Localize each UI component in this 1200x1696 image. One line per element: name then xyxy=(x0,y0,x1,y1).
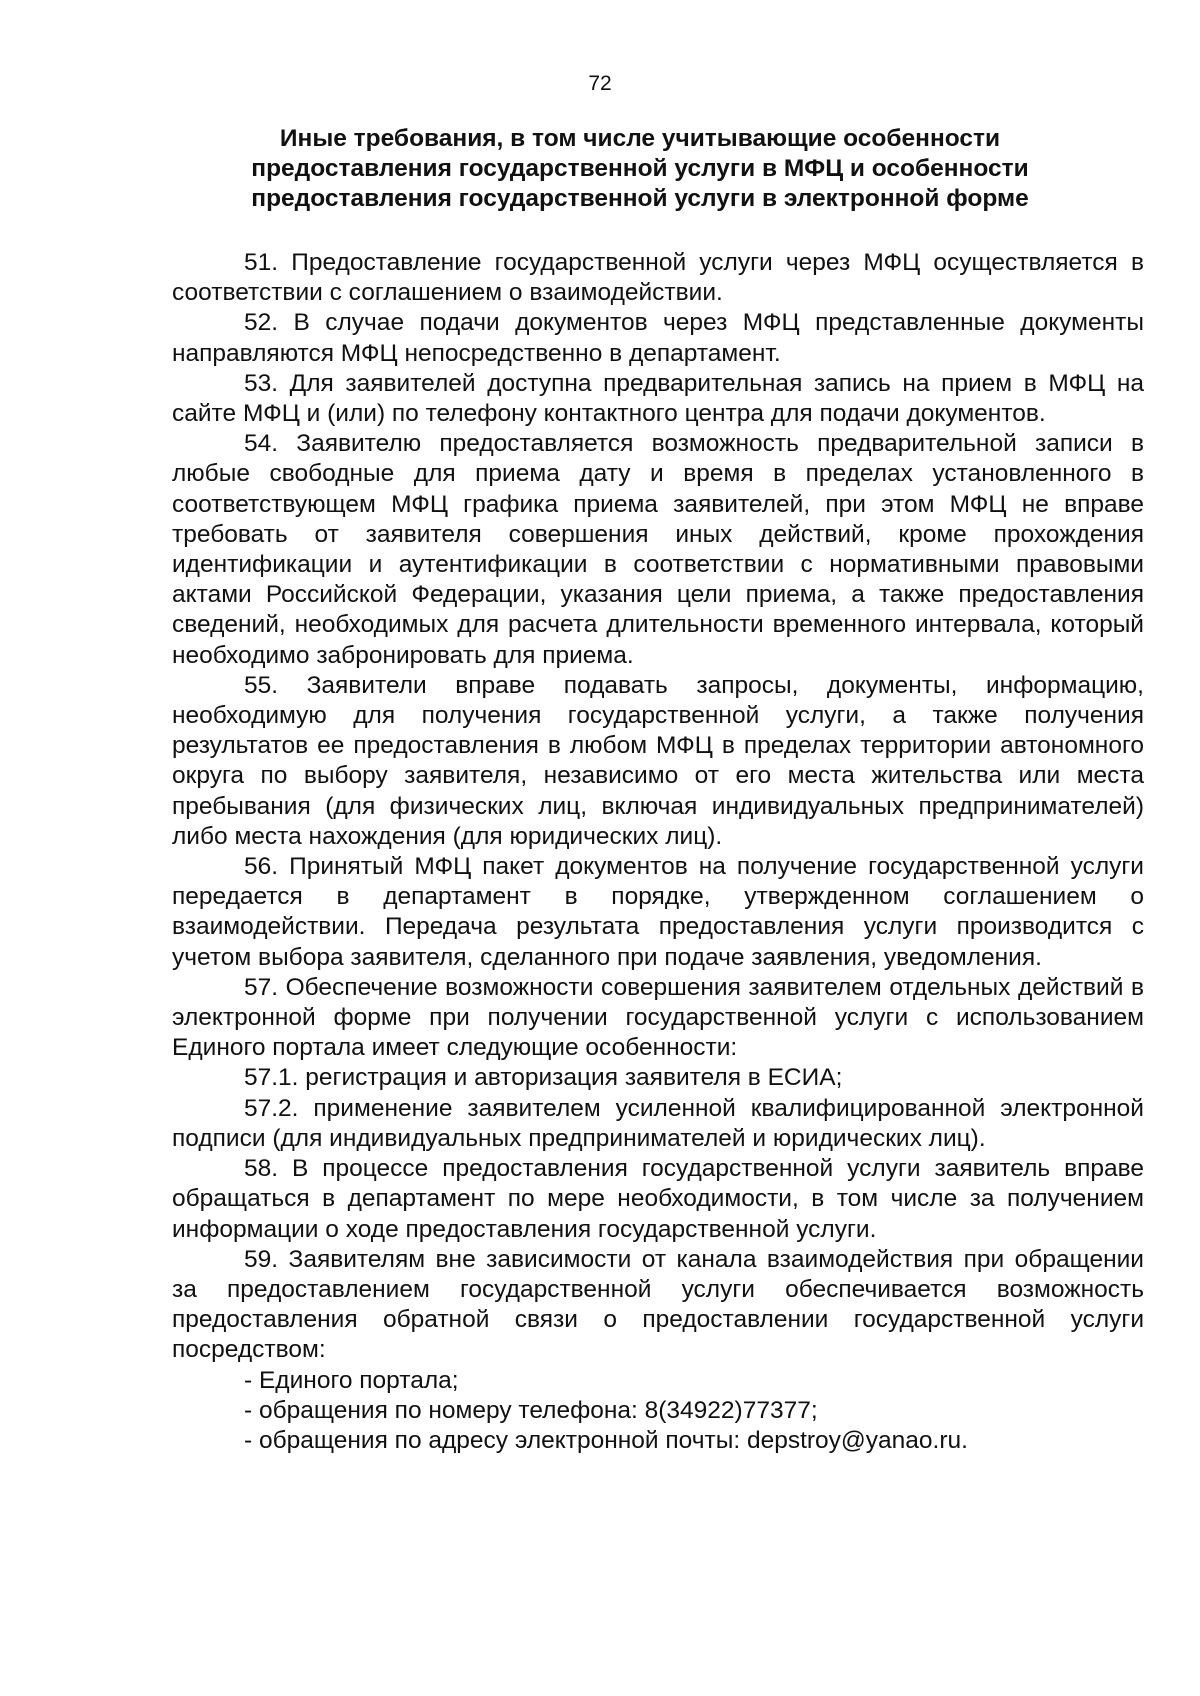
paragraph-53: 53. Для заявителей доступна предварительная запись на прием в МФЦ на сайте МФЦ и (или) по телефону контактного центра для подачи документов. xyxy=(172,369,1144,428)
paragraph-51: 51. Предоставление государственной услуги через МФЦ осуществляется в соответствии с соглашением о взаимодействии. xyxy=(172,249,1144,307)
paragraph-54: 54. Заявителю предоставляется возможность предварительной записи в любые свободные для приема дату и время в пределах установленного в соответствующем МФЦ графика приема заявителей, при этом МФЦ не вправе требовать от заявителя совершения иных действий, кроме прохождения идентификации и аутентификации в соответствии с нормативными правовыми актами Российской Федерации, указания цели приема, а также предоставления сведений, необходимых для расчета длительности временного интервала, который необходимо забронировать для приема. xyxy=(172,430,1144,669)
paragraph-57-1: 57.1. регистрация и авторизация заявителя в ЕСИА; xyxy=(244,1064,843,1092)
list-item-email: - обращения по адресу электронной почты: depstroy@yanao.ru. xyxy=(244,1426,968,1454)
paragraph-56: 56. Принятый МФЦ пакет документов на получение государственной услуги передается в департамент в порядке, утвержденном соглашением о взаимодействии. Передача результата предоставления услуги производится с учетом выбора заявителя, сделанного при подаче заявления, уведомления. xyxy=(172,853,1144,971)
section-heading-line-3: предоставления государственной услуги в электронной форме xyxy=(251,185,1029,212)
section-heading-line-2: предоставления государственной услуги в МФЦ и особенности xyxy=(251,155,1029,182)
paragraph-58: 58. В процессе предоставления государственной услуги заявитель вправе обращаться в департамент по мере необходимости, в том числе за получением информации о ходе предоставления государственной услуги. xyxy=(172,1155,1144,1243)
paragraph-59: 59. Заявителям вне зависимости от канала взаимодействия при обращении за предоставлением государственной услуги обеспечивается возможность предоставления обратной связи о предоставлении государственной услуги посредством: xyxy=(172,1245,1144,1364)
paragraph-57-2: 57.2. применение заявителем усиленной квалифицированной электронной подписи (для индивидуальных предпринимателей и юридических лиц). xyxy=(172,1094,1144,1152)
list-item-phone: - обращения по номеру телефона: 8(34922)77377; xyxy=(244,1396,818,1424)
section-heading xyxy=(170,124,1110,214)
document-body xyxy=(172,248,1144,1456)
section-heading-line-1: Иные требования, в том числе учитывающие особенности xyxy=(279,125,1001,152)
list-item-portal: - Единого портала; xyxy=(244,1366,459,1394)
paragraph-57: 57. Обеспечение возможности совершения заявителем отдельных действий в электронной форме при получении государственной услуги с использованием Единого портала имеет следующие особенности: xyxy=(172,973,1144,1062)
paragraph-52: 52. В случае подачи документов через МФЦ представленные документы направляются МФЦ непосредственно в департамент. xyxy=(172,309,1144,367)
page-number: 72 xyxy=(588,72,612,95)
paragraph-55: 55. Заявители вправе подавать запросы, документы, информацию, необходимую для получения государственной услуги, а также получения результатов ее предоставления в любом МФЦ в пределах территории автономного округа по выбору заявителя, независимо от его места жительства или места пребывания (для физических лиц, включая индивидуальных предпринимателей) либо места нахождения (для юридических лиц). xyxy=(172,671,1144,850)
